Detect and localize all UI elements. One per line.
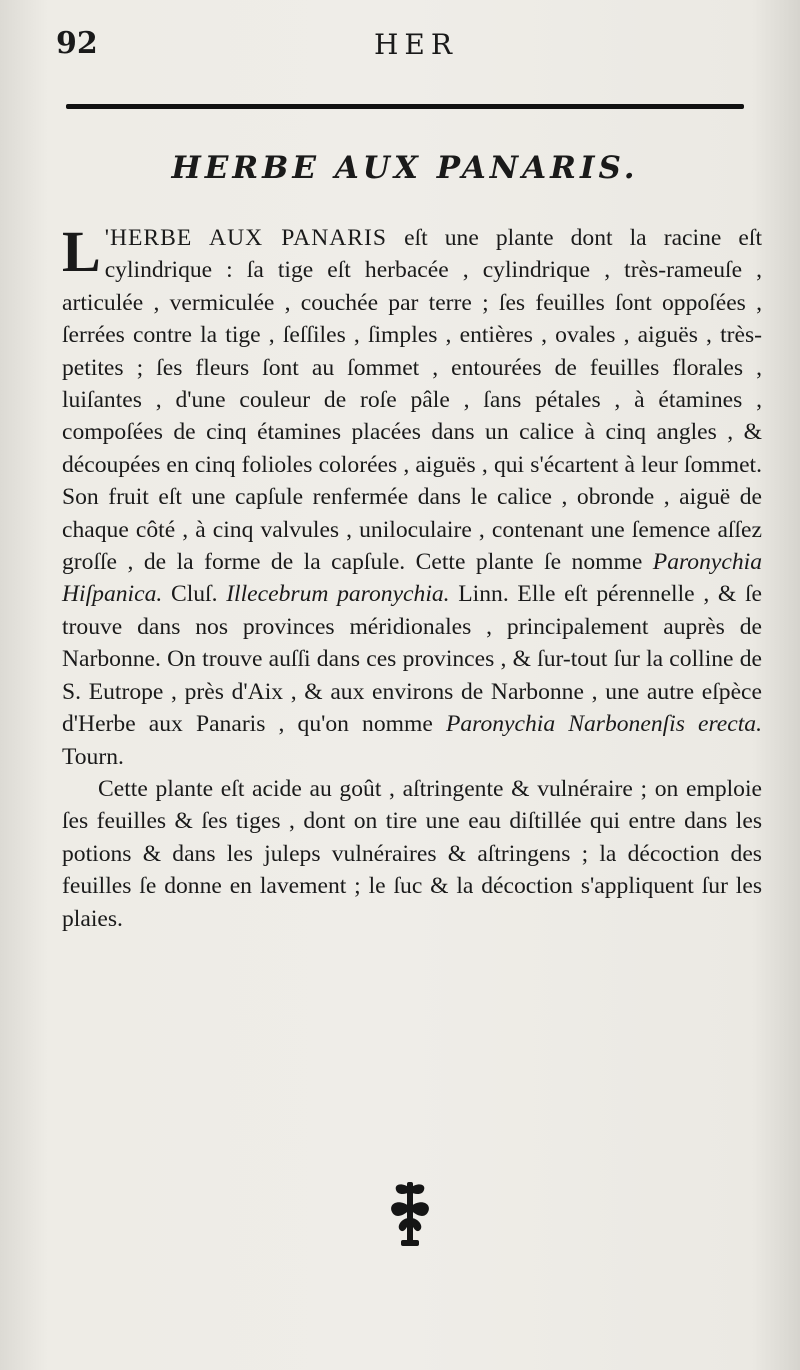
running-title: HER xyxy=(374,28,458,61)
lead-caps: 'HERBE AUX PANARIS xyxy=(104,225,388,251)
text-segment: Tourn. xyxy=(62,743,124,770)
header-rule xyxy=(66,104,744,109)
latin-name: Paronychia Hiſpanica. xyxy=(62,549,762,608)
paragraph-1 xyxy=(62,219,762,773)
text-segment: Cluſ. xyxy=(162,581,227,608)
article-body xyxy=(62,219,762,935)
latin-name: Illecebrum paronychia. xyxy=(226,581,450,608)
paragraph-2: Cette plante eſt acide au goût , aſtringente & vulnéraire ; on emploie ſes feuilles & ſes tiges , dont on tire une eau diſtillée qui entre dans les potions & dans les juleps vulnéraires & aſtringens ; la décoction des feuilles ſe donne en lavement ; le ſuc & la décoction s'appliquent ſur les plaies. xyxy=(62,775,762,932)
drop-cap: L xyxy=(62,219,101,284)
running-head xyxy=(52,26,760,66)
text-segment: eſt une plante dont la racine eſt cylindrique : ſa tige eſt herbacée , cylindrique , très-rameuſe , articulée , vermiculée , couchée par terre ; ſes feuilles ſont oppoſées , ſerrées contre la tige , ſeſſiles , ſimples , entières , ovales , aiguës , très-petites ; ſes fleurs ſont au ſommet , entourées de feuilles florales , luiſantes , d'une couleur de roſe pâle , ſans pétales , à étamines , compoſées de cinq étamines placées dans un calice à cinq angles , & découpées en cinq folioles colorées , aiguës , qui s'écartent à leur ſommet. Son fruit eſt une capſule renfermée dans le calice , obronde , aiguë de chaque côté , à cinq valvules , uniloculaire , contenant une ſemence aſſez groſſe , de la forme de la capſule. Cette plante ſe nomme xyxy=(62,225,762,576)
page-number: 92 xyxy=(56,26,98,61)
latin-name: Paronychia Narbonenſis erecta. xyxy=(445,711,762,738)
text-segment: Linn. Elle eſt pérennelle , & ſe trouve dans nos provinces méridionales , principalement auprès de Narbonne. On trouve auſſi dans ces provinces , & ſur-tout ſur la colline de S. Eutrope , près d'Aix , & aux environs de Narbonne , une autre eſpèce d'Herbe aux Panaris , qu'on nomme xyxy=(62,581,762,738)
article-title: HERBE AUX PANARIS. xyxy=(171,150,639,186)
fleuron-icon xyxy=(388,1180,432,1250)
